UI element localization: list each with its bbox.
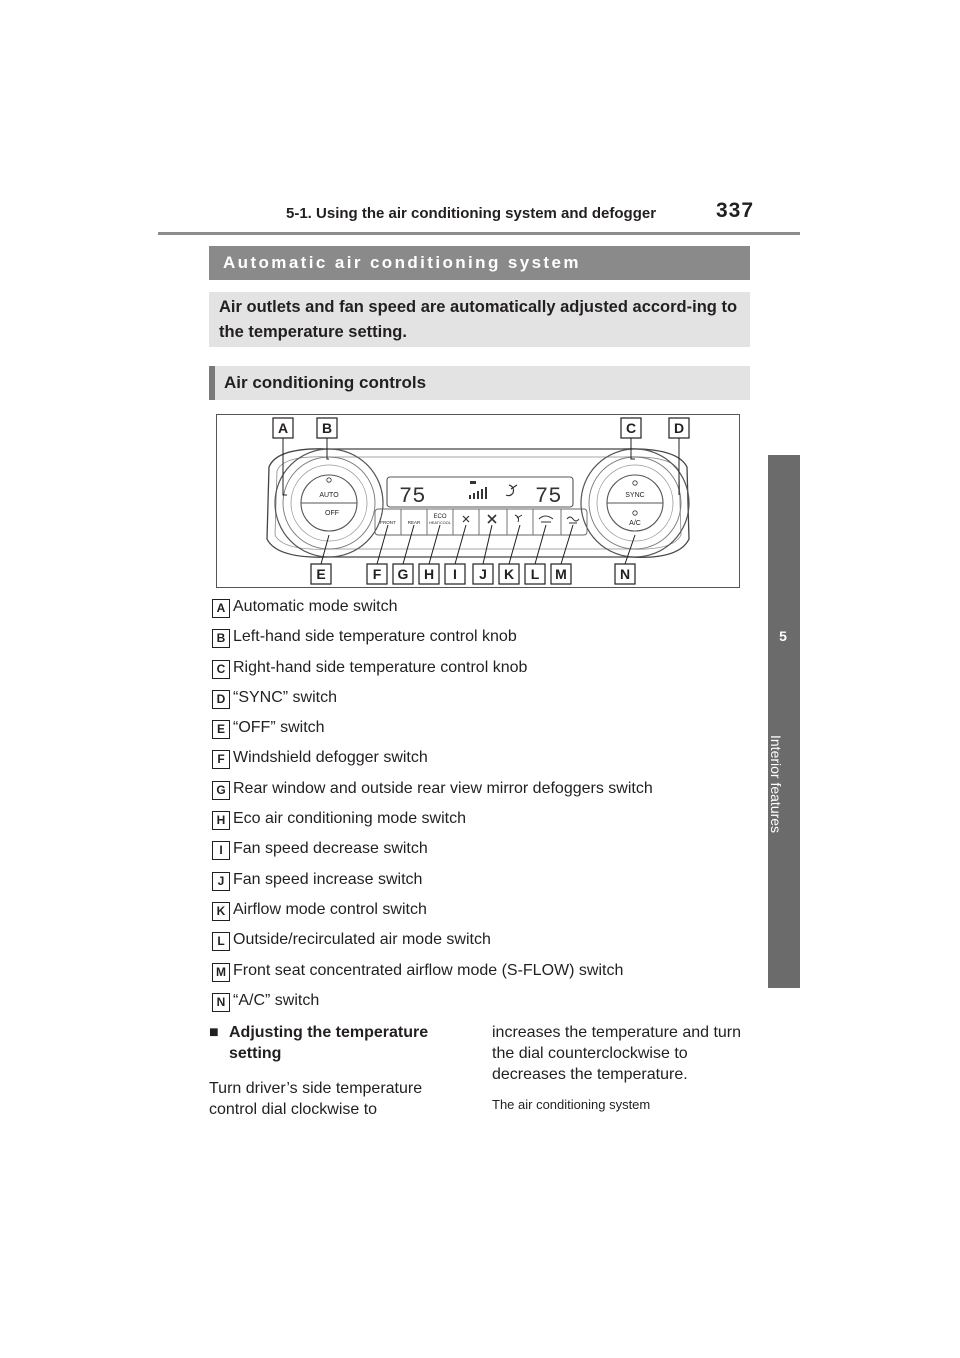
callout-h xyxy=(419,564,439,584)
legend-description: Fan speed increase switch xyxy=(233,870,423,888)
callout-label: B xyxy=(321,420,333,436)
fan-high-icon xyxy=(488,515,496,523)
leader-line xyxy=(561,525,573,564)
legend-description: Fan speed decrease switch xyxy=(233,840,428,858)
legend-description: “A/C” switch xyxy=(233,991,320,1009)
legend-key-badge: I xyxy=(212,841,230,860)
legend-key-badge: G xyxy=(212,781,230,800)
legend-key-badge: A xyxy=(212,599,230,618)
rear-label: REAR xyxy=(407,520,421,525)
fan-level-icon xyxy=(469,481,487,499)
callout-label: C xyxy=(625,420,637,436)
callout-j xyxy=(473,564,493,584)
callout-e xyxy=(311,564,331,584)
callout-c xyxy=(621,418,641,438)
legend-key-badge: H xyxy=(212,811,230,830)
s-flow-icon xyxy=(567,517,579,523)
legend-description: Automatic mode switch xyxy=(233,598,398,615)
front-label: FRONT xyxy=(380,520,396,525)
callout-b xyxy=(317,418,337,438)
left-knob-illustration xyxy=(275,449,383,557)
legend-description: “OFF” switch xyxy=(233,719,325,737)
right-knob-illustration xyxy=(581,449,689,557)
airflow-mode-icon xyxy=(515,515,522,522)
legend-item xyxy=(212,688,752,718)
legend-item xyxy=(212,597,752,627)
legend-item xyxy=(212,748,752,778)
page-number: 337 xyxy=(716,199,755,222)
legend-key-badge: M xyxy=(212,963,230,982)
adjusting-heading xyxy=(209,1022,464,1064)
legend-description: Windshield defogger switch xyxy=(233,749,428,767)
leader-line xyxy=(455,525,466,564)
header-title: 5-1. Using the air conditioning system and defogger xyxy=(286,205,657,222)
right-temp-display: 75 xyxy=(535,484,562,509)
auto-label: AUTO xyxy=(319,492,339,499)
eco-label: ECO xyxy=(433,514,447,520)
legend-item xyxy=(212,870,752,900)
legend-description: Left-hand side temperature control knob xyxy=(233,628,517,646)
legend-key-badge: K xyxy=(212,902,230,921)
leader-line xyxy=(429,525,440,564)
legend-description: Front seat concentrated airflow mode (S-FLOW) switch xyxy=(233,961,624,979)
adjusting-right-column xyxy=(492,1022,757,1112)
adjusting-footnote: The air conditioning system xyxy=(492,1097,651,1112)
legend-key-badge: J xyxy=(212,872,230,891)
callout-label: H xyxy=(423,566,435,582)
legend-key-badge: N xyxy=(212,993,230,1012)
bullet-square-icon: ■ xyxy=(209,1024,219,1041)
sync-label: SYNC xyxy=(625,492,645,499)
chapter-side-tab xyxy=(768,455,800,988)
adjusting-left-column xyxy=(209,1022,464,1120)
callout-label: M xyxy=(555,566,567,582)
leader-line xyxy=(403,525,414,564)
ac-label: A/C xyxy=(629,520,641,527)
chapter-number: 5 xyxy=(779,628,787,644)
adjusting-left-text: Turn driver’s side temperature control dial clockwise to xyxy=(209,1080,423,1118)
callout-label: G xyxy=(397,566,409,582)
legend-item xyxy=(212,718,752,748)
header-divider xyxy=(158,232,800,235)
adjusting-heading-text: Adjusting the temperature setting xyxy=(229,1024,429,1062)
callout-n xyxy=(615,564,635,584)
callout-label: N xyxy=(619,566,631,582)
legend-key-badge: F xyxy=(212,750,230,769)
legend-item xyxy=(212,900,752,930)
leader-line xyxy=(377,525,388,564)
callout-label: J xyxy=(479,566,487,582)
intro-text: Air outlets and fan speed are automatically adjusted accord-ing to the temperature setting. xyxy=(209,292,750,347)
legend-item xyxy=(212,809,752,839)
adjusting-right-text: increases the temperature and turn the dial counterclockwise to decreases the temperature. xyxy=(492,1024,742,1083)
callout-label: A xyxy=(277,420,289,436)
callout-f xyxy=(367,564,387,584)
heat-cool-label: HEAT/COOL xyxy=(429,521,451,525)
callout-label: F xyxy=(372,566,382,582)
legend-description: “SYNC” switch xyxy=(233,688,338,706)
legend-item xyxy=(212,658,752,688)
legend-key-badge: C xyxy=(212,660,230,679)
airflow-display-icon xyxy=(506,485,517,496)
legend-item xyxy=(212,779,752,809)
callout-label: L xyxy=(530,566,540,582)
leader-line xyxy=(535,525,546,564)
off-label: OFF xyxy=(325,510,339,517)
legend-key-badge: L xyxy=(212,932,230,951)
callout-l xyxy=(525,564,545,584)
section-title: Automatic air conditioning system xyxy=(209,246,750,280)
legend-description: Airflow mode control switch xyxy=(233,900,427,918)
legend-description: Eco air conditioning mode switch xyxy=(233,810,467,828)
callout-i xyxy=(445,564,465,584)
callout-label: E xyxy=(316,566,326,582)
legend-description: Rear window and outside rear view mirror defoggers switch xyxy=(233,779,653,797)
callout-m xyxy=(551,564,571,584)
legend-item xyxy=(212,930,752,960)
recirculate-icon xyxy=(539,516,553,522)
callout-a xyxy=(273,418,293,438)
legend-description: Outside/recirculated air mode switch xyxy=(233,931,491,949)
callout-d xyxy=(669,418,689,438)
legend-item xyxy=(212,961,752,991)
leader-line xyxy=(483,525,492,564)
callout-label: D xyxy=(673,420,685,436)
controls-illustration xyxy=(216,414,740,588)
left-temp-display: 75 xyxy=(399,484,426,509)
callout-g xyxy=(393,564,413,584)
subsection-title: Air conditioning controls xyxy=(209,366,750,400)
legend-list xyxy=(212,597,752,1021)
fan-low-icon xyxy=(463,516,469,522)
legend-key-badge: B xyxy=(212,629,230,648)
legend-item xyxy=(212,991,752,1021)
callout-label: K xyxy=(503,566,515,582)
legend-key-badge: E xyxy=(212,720,230,739)
chapter-label: Interior features xyxy=(768,735,784,834)
legend-item xyxy=(212,627,752,657)
callout-k xyxy=(499,564,519,584)
leader-line xyxy=(509,525,520,564)
legend-description: Right-hand side temperature control knob xyxy=(233,658,528,676)
callout-label: I xyxy=(453,566,457,582)
legend-key-badge: D xyxy=(212,690,230,709)
legend-item xyxy=(212,839,752,869)
